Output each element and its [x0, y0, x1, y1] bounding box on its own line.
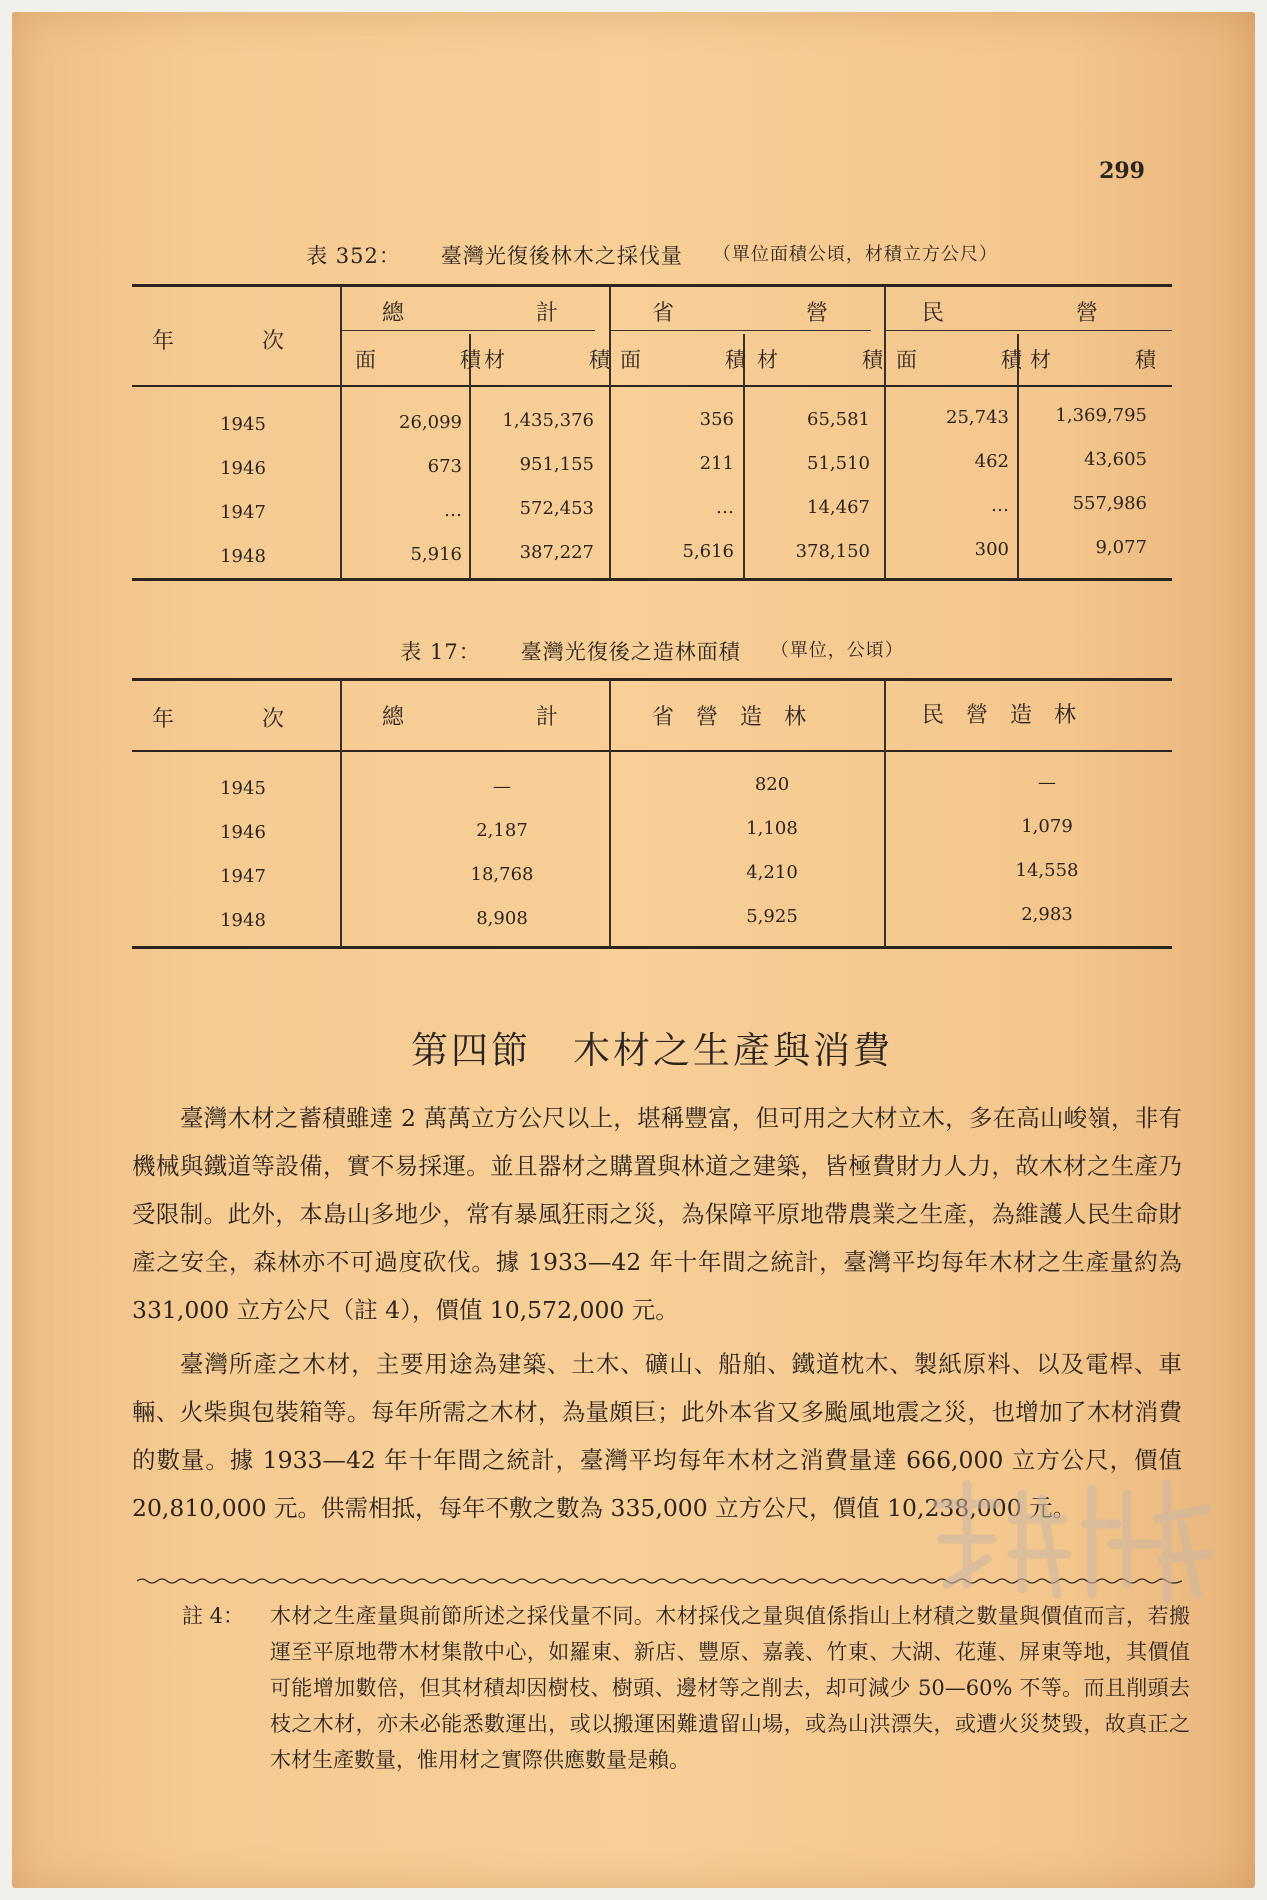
- scanned-page: 299 表 352： 臺灣光復後林木之採伐量 （單位面積公頃，材積立方公尺） 年 次 總 計 省 營 民 營 面 積 材 積 面 積 材 積 面 積 材 積 1945 26,099 1,435,376 356 65,581 25,743 1,369,795 1946 673 951,155 211 51,510 462 43,605 1947 … 572,453 … 14,467 … 557,986 1948 5,916 387,227 5,616 378,150 300 9,077 表 17： 臺灣光復後之造林面積 （單位，公頃） 年 次 總 計 省 營 造 林 民 營 造 林 1945 — 820 — 1946 2,187 1,108 1,079 1947 18,768 4,210 14,558 1948 8,908 5,925 2,983 第四節 木材之生產與消費 臺灣木材之蓄積雖達 2 萬萬立方公尺以上，堪稱豐富，但可用之大材立木，多在高山峻嶺，非有機械與鐵道等設備，實不易採運。並且器材之購置與林道之建築，皆極費財力人力，故木材之生產乃受限制。此外，本島山多地少，常有暴風狂雨之災，為保障平原地帶農業之生產，為維護人民生命財產之安全，森林亦不可過度砍伐。據 1933—42 年十年間之統計，臺灣平均每年木材之生產量約為 331,000 立方公尺（註 4），價值 10,572,000 元。 臺灣所產之木材，主要用途為建築、土木、礦山、船舶、鐵道枕木、製紙原料、以及電桿、車輛、火柴與包裝箱等。每年所需之木材，為量頗巨；此外本省又多颱風地震之災，也增加了木材消費的數量。據 1933—42 年十年間之統計，臺灣平均每年木材之消費量達 666,000 立方公尺，價值 20,810,000 元。供需相抵，每年不敷之數為 335,000 立方公尺，價值 10,238,000 元。 註 4： 木材之生產量與前節所述之採伐量不同。木材採伐之量與值係指山上材積之數量與價值而言，若搬運至平原地帶木材集散中心，如羅東、新店、豐原、嘉義、竹東、大湖、花蓮、屏東等地，其價值可能增加數倍，但其材積却因樹枝、樹頭、邊材等之削去，却可減少 50—60% 不等。而且削頭去枝之木材，亦未必能悉數運出，或以搬運困難遺留山場，或為山洪漂失，或遭火災焚毀，故真正之木材生產數量，惟用材之實際供應數量是賴。: [12, 12, 1255, 1888]
- table-top-rule: [132, 284, 1172, 287]
- table-caption-title: 臺灣光復後之造林面積: [520, 640, 741, 664]
- table-bottom-rule: [132, 578, 1172, 581]
- table-bottom-rule: [132, 946, 1172, 949]
- paragraph: 臺灣木材之蓄積雖達 2 萬萬立方公尺以上，堪稱豐富，但可用之大材立木，多在高山峻嶺，非有機械與鐵道等設備，實不易採運。並且器材之購置與林道之建築，皆極費財力人力，故木材之生產乃受限制。此外，本島山多地少，常有暴風狂雨之災，為保障平原地帶農業之生產，為維護人民生命財產之安全，森林亦不可過度砍伐。據 1933—42 年十年間之統計，臺灣平均每年木材之生產量約為 331,000 立方公尺（註 4），價值 10,572,000 元。: [132, 1104, 1182, 1324]
- page-number: 299: [1099, 158, 1145, 184]
- column-header-private: 民 營 造 林: [922, 703, 1077, 728]
- subheader-area: 面 積: [355, 348, 481, 372]
- paragraph: 臺灣所產之木材，主要用途為建築、土木、礦山、船舶、鐵道枕木、製紙原料、以及電桿、車輛、火柴與包裝箱等。每年所需之木材，為量頗巨；此外本省又多颱風地震之災，也增加了木材消費的數量。據 1933—42 年十年間之統計，臺灣平均每年木材之消費量達 666,000 立方公尺，價值 20,810,000 元。供需相抵，每年不敷之數為 335,000 立方公尺，價值 10,238,000 元。: [132, 1350, 1182, 1522]
- table-header-rule: [132, 750, 1172, 752]
- table-caption-unit: （單位面積公頃，材積立方公尺）: [712, 244, 998, 265]
- table-caption-label: 表 352：: [306, 244, 401, 268]
- column-header-private: 民 營: [922, 301, 1099, 326]
- footnote-text: 木材之生產量與前節所述之採伐量不同。木材採伐之量與值係指山上材積之數量與價值而言，若搬運至平原地帶木材集散中心，如羅東、新店、豐原、嘉義、竹東、大湖、花蓮、屏東等地，其價值可能增加數倍，但其材積却因樹枝、樹頭、邊材等之削去，却可減少 50—60% 不等。而且削頭去枝之木材，亦未必能悉數運出，或以搬運困難遺留山場，或為山洪漂失，或遭火災焚毀，故真正之木材生產數量，惟用材之實際供應數量是賴。: [270, 1604, 1190, 1772]
- footnote-label: 註 4：: [182, 1604, 245, 1628]
- table-caption-label: 表 17：: [400, 640, 481, 664]
- table-352-caption: [132, 240, 1172, 270]
- table-caption-unit: （單位，公頃）: [770, 640, 904, 661]
- subheader-volume: 材 積: [1030, 348, 1156, 372]
- table-17-caption: [132, 636, 1172, 666]
- table-caption-title: 臺灣光復後林木之採伐量: [440, 244, 683, 268]
- column-header-total: 總 計: [382, 705, 559, 730]
- column-header-provincial: 省 營 造 林: [652, 705, 807, 730]
- section-number: 第四節: [411, 1029, 531, 1072]
- column-header-total: 總 計: [382, 301, 559, 326]
- table-top-rule: [132, 678, 1172, 681]
- subheader-volume: 材 積: [484, 348, 610, 372]
- section-title: 木材之生產與消費: [573, 1029, 893, 1072]
- subheader-area: 面 積: [896, 348, 1022, 372]
- table-header-rule: [132, 385, 1172, 387]
- column-header-provincial: 省 營: [652, 301, 829, 326]
- subheader-area: 面 積: [620, 348, 746, 372]
- column-header-year: 年 次: [152, 707, 285, 732]
- subheader-volume: 材 積: [757, 348, 883, 372]
- section-heading: [132, 1020, 1172, 1074]
- archive-watermark-logo: [917, 1464, 1217, 1624]
- column-header-year: 年 次: [152, 329, 285, 354]
